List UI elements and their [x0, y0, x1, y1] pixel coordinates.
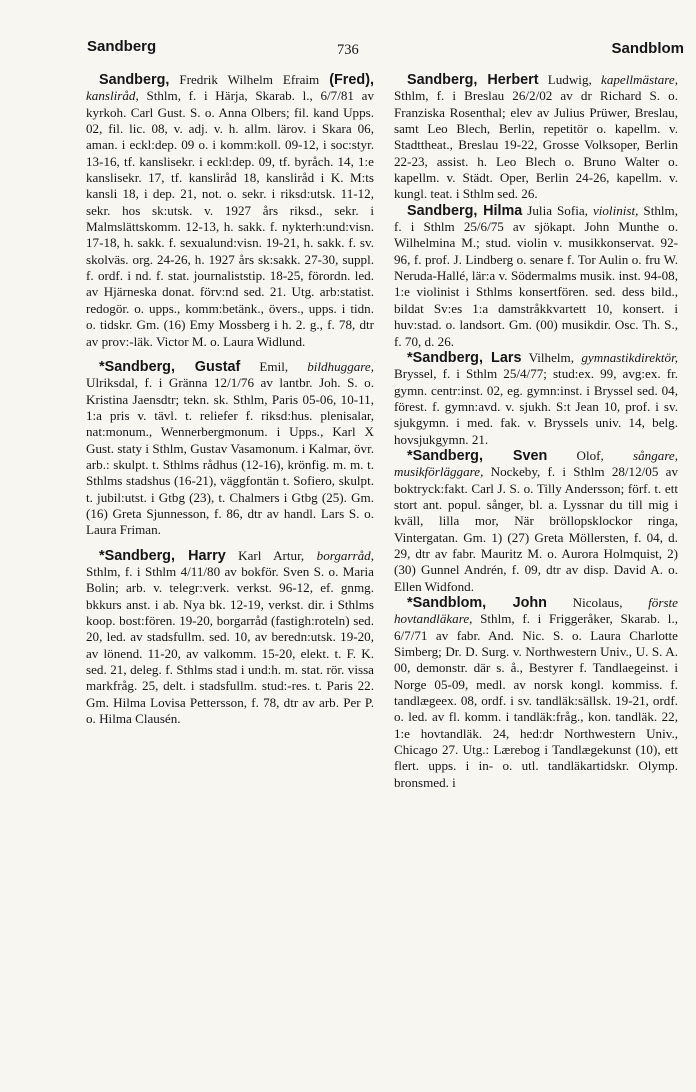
entry-headword: Sandberg, Herbert: [407, 72, 539, 88]
entry-harry-sandberg: [86, 548, 374, 728]
entry-title: violinist,: [592, 202, 639, 218]
right-column: [394, 72, 678, 791]
entry-hilma-sandberg: [394, 203, 678, 350]
entry-title: gymnastikdirektör,: [581, 349, 678, 365]
entry-title: borgarråd,: [316, 547, 374, 563]
entry-name: Vilhelm,: [521, 349, 582, 365]
entry-fredrik-sandberg: [86, 72, 374, 350]
entry-john-sandblom: [394, 595, 678, 791]
entry-gustaf-sandberg: [86, 359, 374, 539]
entry-lars-sandberg: [394, 350, 678, 448]
entry-body: Nockeby, f. i Sthlm 28/12/05 av boktryck:fakt. Carl J. S. o. Tilly Andersson; förf. t. ett stort ant. popul. sånger, bl. a. Lyssnar du till mig i kväll, lilla mor, När bröllopsklockor ringa, Vintergatan. Gm. 1) (27) Greta Möllersten, f. 04, d. 29, dtr av fabr. Mauritz M. o. Aurora Holmquist, 2) (30) Gunnel Andrén, f. 09, dtr av disp. David A. o. Ellen Widfond.: [394, 464, 678, 594]
entry-body: Sthlm, f. i Sthlm 4/11/80 av bokför. Sven S. o. Maria Bolin; arb. v. telegr:verk. verkst. 96-12, ef. gnmg. bkkurs anst. i ab. Nya bk. 12-19, verkst. dir. i Sthlms koop. bost:fören. 19-20, borgarråd (fastigh:roteln) sed. 20, led. av stadsfullm. sed. 10, av beredn:utsk. 19-20, av lönend. 11-20, av valkomm. 15-20, elekt. t. F. K. sed. 21, deleg. f. Sthlms stad i und:h. m. stat. rör. vissa markfråg. 25, delt. i stadsfullm. stud:-res. t. Paris 22. Gm. Hilma Lovisa Pettersson, f. 78, dtr av arb. Per P. o. Hilma Clausén.: [86, 563, 374, 727]
entry-headword: *Sandberg, Sven: [407, 447, 548, 464]
header-right-headword: Sandblom: [611, 40, 684, 57]
entry-headword: Sandberg,: [99, 72, 170, 88]
entry-body: Bryssel, f. i Sthlm 25/4/77; stud:ex. 99, avg:ex. fr. gymn. centr:inst. 02, eg. gymn:inst. i Bryssel sed. 04, förest. f. gymn:avd. v. sjukh. S:t Jean 10, prof. i sv. sjukgymn. i med. fak. v. Bryssels univ. 14, belg. hovsjukgymn. 21.: [394, 366, 678, 447]
entry-body: Ulriksdal, f. i Gränna 12/1/76 av lantbr. Joh. S. o. Kristina Jaensdtr; tekn. sk. Sthlm, Paris 05-06, 10-11, 1:a pris v. tävl. t. reliefer f. riksd:hus. plenisalar, nat:monum., Wennerbergmonum. i Upps., Karl X Gust. staty i Sthlm, Gustav Vasamonum. i Kalmar, övr. arb.: skulpt. t. Sthlms rådhus (12-16), krönfig. m. m. t. Sthlms stadshus (16-21), väggfontän t. Sofiero, skulpt. t. jubil:utst. i Gtbg (23), t. Chalmers i Gtbg (25). Gm. (16) Greta Sjunnesson, f. 86, dtr av handl. Lars S. o. Laura Friman.: [86, 375, 374, 538]
entry-title: sångare, musikförläggare,: [394, 447, 679, 480]
entry-body: Sthlm, f. i Breslau 26/2/02 av dr Richard S. o. Franziska Rosenthal; elev av Julius Prüwer, Breslau, samt Leo Blech, Berlin, repetitör o. kapellm. v. Stadttheat., Breslau 19-22, Grosse Volksoper, Berlin 22-23, assist. h. Leo Blech o. Bruno Walter o. kapellm. v. Städt. Oper, Berlin 24-26, kapellm. v. kungl. teat. i Sthlm sed. 26.: [394, 88, 678, 202]
entry-title: kansliråd,: [86, 88, 139, 104]
entry-headword: *Sandberg, Harry: [99, 547, 226, 564]
entry-name: Nicolaus,: [546, 595, 649, 610]
entry-body: Sthlm, f. i Sthlm 25/6/75 av sjökapt. John Munthe o. Wilhelmina M.; stud. violin v. musikkonservat. 92-96, f. prof. J. Lindberg o. senare f. Tor Aulin o. fru W. Neruda-Hallé, lär:a v. Södermalms musik. inst. 94-08, 1:e violinist i Sthlms konsertfören. sed. dess bild., bildat Sv:es 1:a damstråkkvartett 10, konsert. i huv:stad. o. landsort. Gm. (00) musikdir. Osc. Th. S., f. 70, d. 26.: [394, 202, 678, 349]
entry-name: Fredrik Wilhelm Efraim: [169, 72, 330, 87]
left-column: [86, 72, 374, 736]
entry-headword: *Sandberg, Gustaf: [99, 358, 241, 375]
entry-name: Karl Artur,: [225, 547, 317, 563]
entry-headword: Sandberg, Hilma: [407, 202, 523, 219]
entry-body: Sthlm, f. i Härja, Skarab. l., 6/7/81 av kyrkoh. Carl Gust. S. o. Anna Olbers; fil. kand Upps. 02, fil. lic. 08, v. adj. v. h. allm. lärov. i Skara 06, aman. i eckl:dep. 09 o. i komm:koll. 09-12, i soc:styr. 13-16, tf. kanslisekr. i eckl:dep. 09, tf. byråch. 14, 1:e kanslisekr. 17, tf. kansliråd 18, kansliråd i K. M:ts kansli 18, i dep. 21, not. o. sekr. i riksd:utsk. 11-12, sekr. hos sk:utsk. v. 1927 års riksd., sekr. i Malmslättskomm. 12-13, h. sakk. f. nykterh:und:visn. 17-18, h. sakk. f. sexualund:visn. 19-21, h. sakk. f. sv. skolväs. org. 24-26, h. 1927 års sk:sakk. 27-30, suppl. f. ordf. i nd. f. stat. journaliststip. 18-25, förordn. led. av Hjärneska donat. förv:nd sed. 21. Utg. arb:statist. redogör. o. upps., komm:betänk., övers., upps. i tidn. o. tidskr. Gm. (16) Emy Mossberg i h. 2. g., f. 78, dtr av prov:-läk. Victor M. o. Laura Widlund.: [86, 88, 374, 349]
running-head: [87, 38, 684, 62]
entry-title: kapellmästare,: [601, 72, 678, 87]
entry-headword: *Sandblom, John: [407, 595, 547, 611]
entry-name: Ludwig,: [538, 72, 602, 87]
header-left-headword: Sandberg: [87, 38, 157, 55]
entry-herbert-sandberg: [394, 72, 678, 203]
entry-name: Emil,: [240, 358, 308, 374]
page-number: 736: [337, 42, 359, 58]
entry-body: Sthlm, f. i Friggeråker, Skarab. l., 6/7/71 av fabr. And. Nic. S. o. Laura Charlotte Simberg; Dr. D. Surg. v. Northwestern Univ., U. S. A. 00, demonstr. där s. å., Bestyrer f. Tandlaegeinst. i Norge 05-09, medl. av norsk kongl. kommiss. f. tandlægeex. 08, ordf. i sv. tandläk:sällsk. 19-21, ordf. o. led. av fl. komm. i tandläk:fråg., kon. tandläk. 22, 1:e hovtandläk. 24, hed:dr Northwestern Univ., Chicago 27. Utg.: Lærebog i Tandlægekunst (10), ett flert. upps. i in- o. utl. tandläkartidskr. Olymp. bronsmed. i: [394, 611, 678, 790]
entry-title: förste hovtandläkare,: [394, 595, 678, 627]
entry-name: Julia Sofia,: [522, 202, 593, 218]
entry-headword: *Sandberg, Lars: [407, 349, 522, 366]
entry-sven-sandberg: [394, 448, 678, 595]
entry-name: Olof,: [547, 447, 634, 463]
entry-headword-nickname: (Fred),: [329, 72, 374, 88]
entry-title: bildhuggare,: [307, 358, 374, 374]
